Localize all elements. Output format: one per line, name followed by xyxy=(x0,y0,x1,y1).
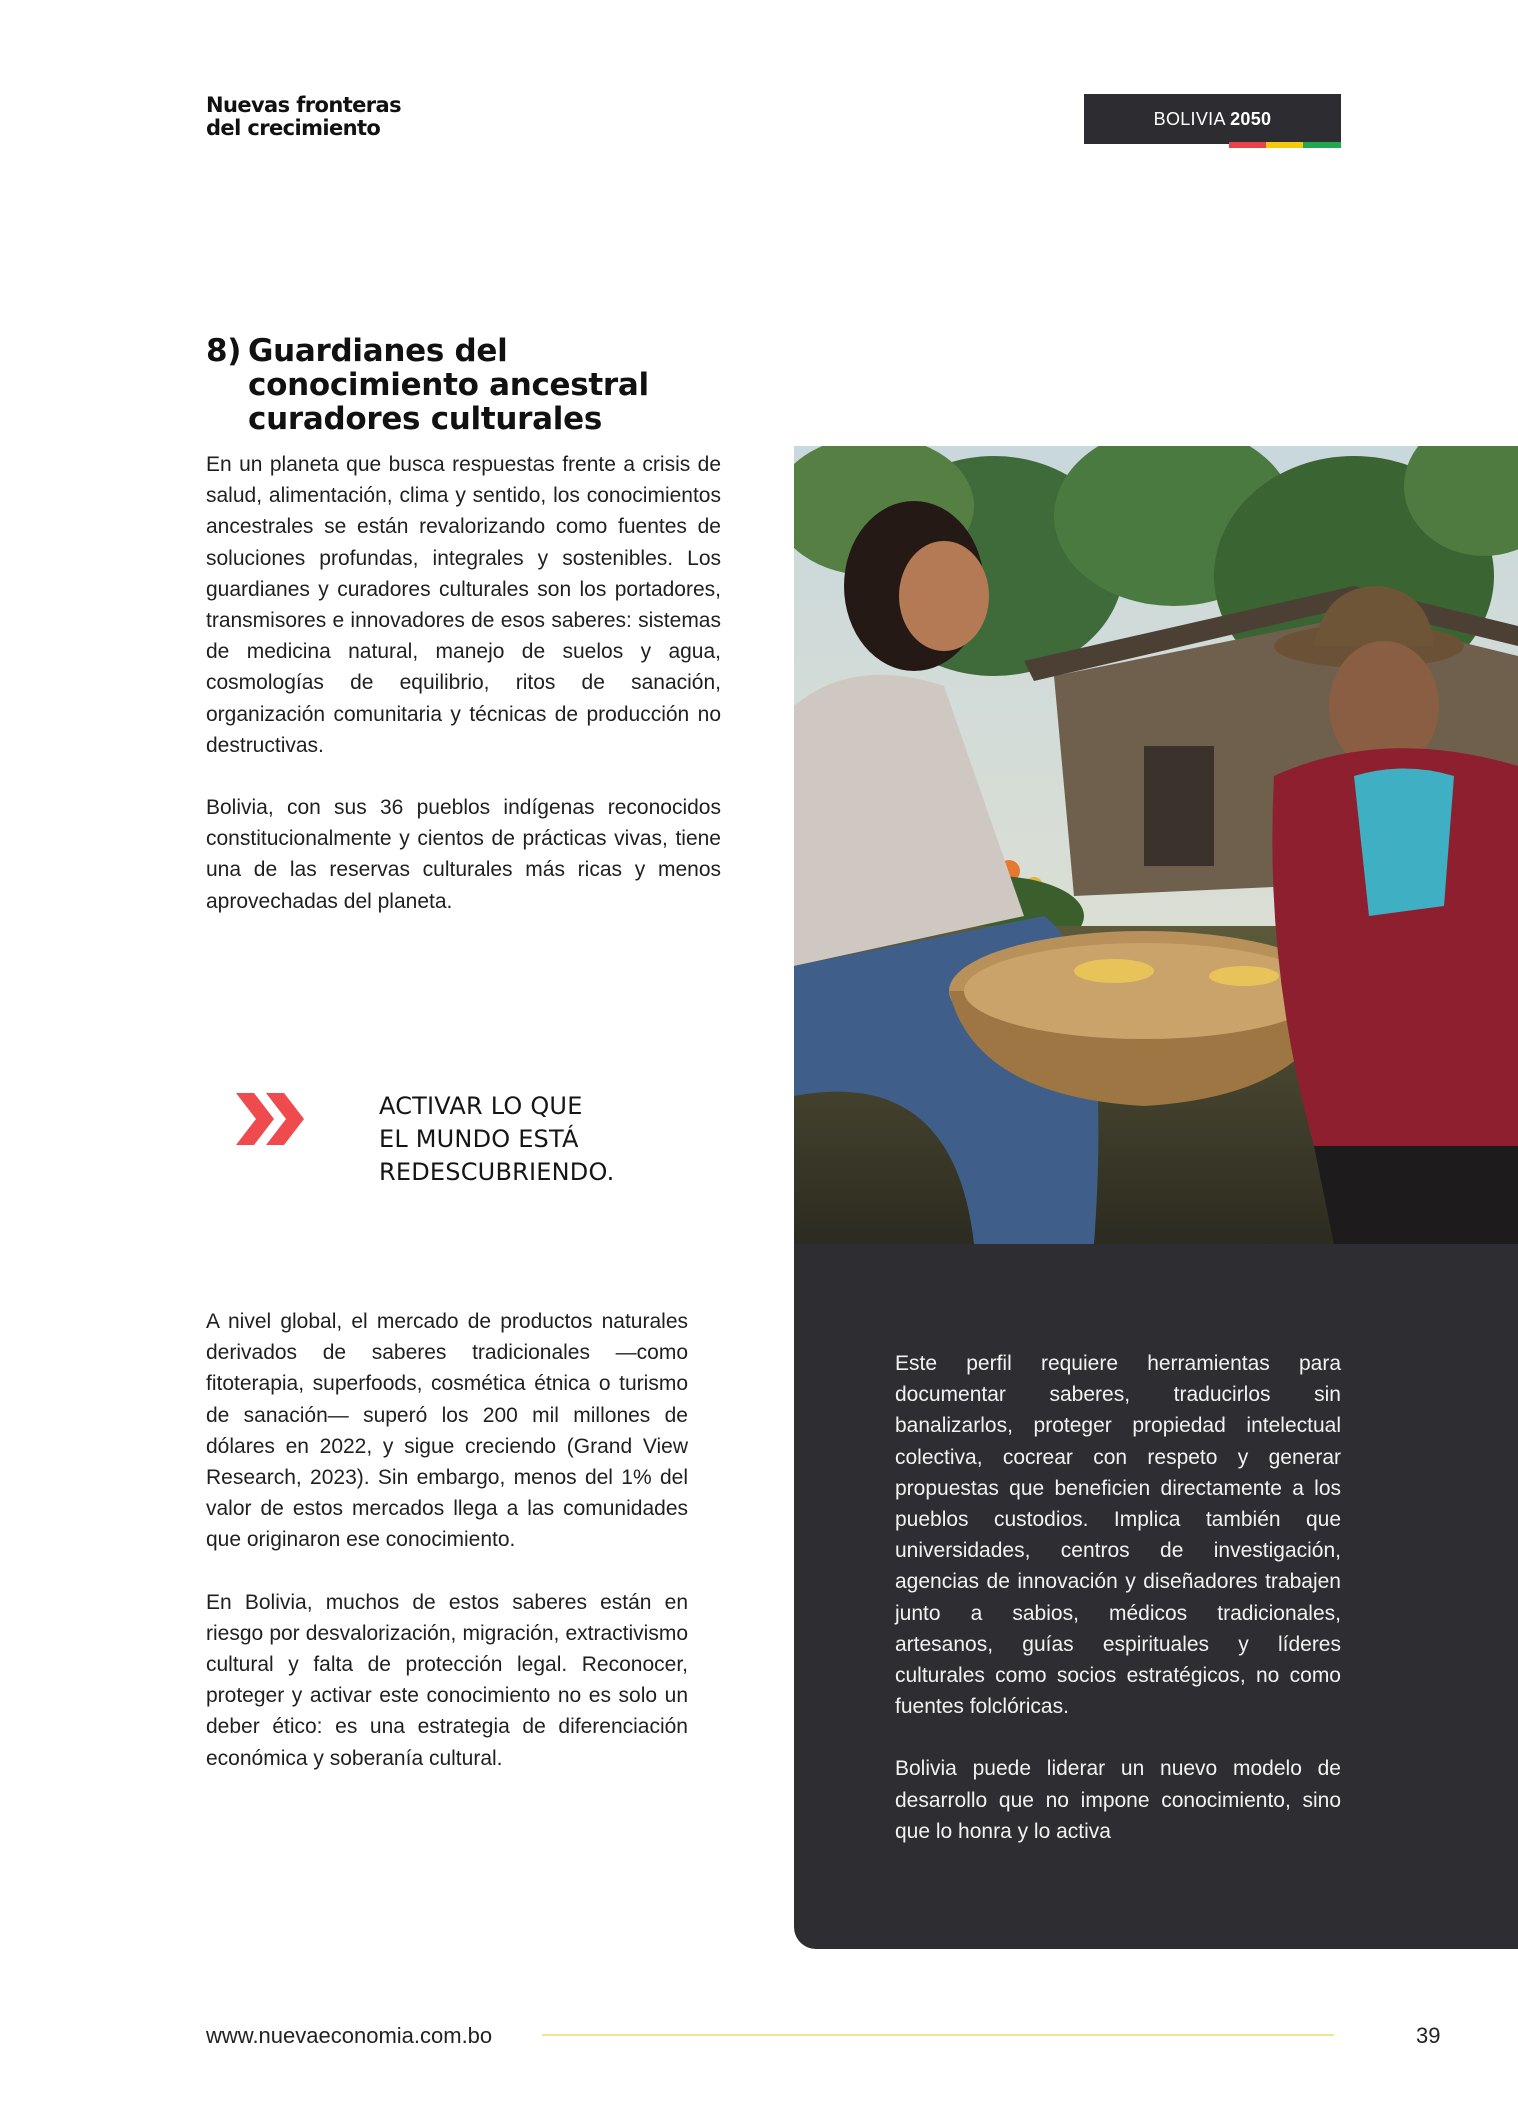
panel-paragraph: Bolivia puede liderar un nuevo modelo de desarrollo que no impone conocimiento, sino que lo honra y lo activa xyxy=(895,1757,1341,1843)
paragraph: En un planeta que busca respuestas frente a crisis de salud, alimentación, clima y sentido, los conocimientos ancestrales se están revalorizando como fuentes de soluciones profundas, integrales y sostenibles. Los guardianes y curadores culturales son los portadores, transmisores e innovadores de esos saberes: sistemas de medicina natural, manejo de suelos y agua, cosmologías de equilibrio, ritos de sanación, organización comunitaria y técnicas de producción no destructivas. xyxy=(206,453,721,757)
section-number: 8) xyxy=(206,333,242,369)
panel-paragraph: Este perfil requiere herramientas para documentar saberes, traducirlos sin banalizarlos, proteger propiedad intelectual colectiva, cocrear con respeto y generar propuestas que beneficien directamente a los pueblos custodios. Implica también que universidades, centros de investigación, agencias de innovación y diseñadores trabajen junto a sabios, médicos tradicionales, artesanos, guías espirituales y líderes culturales como socios estratégicos, no como fuentes folclóricas. xyxy=(895,1352,1341,1719)
flag-stripe-red xyxy=(1229,142,1266,148)
paragraph: Bolivia, con sus 36 pueblos indígenas reconocidos constitucionalmente y cientos de prácticas vivas, tiene una de las reservas culturales más ricas y menos aprovechadas del planeta. xyxy=(206,796,721,913)
flag-stripe-yellow xyxy=(1266,142,1303,148)
bolivia-2050-badge xyxy=(1084,94,1341,144)
market-text xyxy=(206,1306,688,1774)
publication-title xyxy=(206,94,401,140)
badge-year: 2050 xyxy=(1230,109,1272,129)
panel-text xyxy=(895,1348,1341,1847)
section-title-line-2: conocimiento ancestral xyxy=(248,367,649,403)
footer-divider xyxy=(542,2034,1334,2036)
badge-prefix: BOLIVIA xyxy=(1153,109,1225,129)
publication-title-line-2: del crecimiento xyxy=(206,116,381,140)
paragraph: A nivel global, el mercado de productos naturales derivados de saberes tradicionales —como fitoterapia, superfoods, cosmética étnica o turismo de sanación— superó los 200 mil millones de dólares en 2022, y sigue creciendo (Grand View Research, 2023). Sin embargo, menos del 1% del valor de estos mercados llega a las comunidades que originaron ese conocimiento. xyxy=(206,1310,688,1552)
photo-elders-sorting-corn xyxy=(794,446,1518,1244)
publication-title-line-1: Nuevas fronteras xyxy=(206,93,402,117)
photo-illustration xyxy=(794,446,1518,1244)
callout-line-3: REDESCUBRIENDO. xyxy=(379,1158,615,1186)
intro-text xyxy=(206,449,721,917)
paragraph: En Bolivia, muchos de estos saberes están en riesgo por desvalorización, migración, extractivismo cultural y falta de protección legal. Reconocer, proteger y activar este conocimiento no es solo un deber ético: es una estrategia de diferenciación económica y soberanía cultural. xyxy=(206,1590,688,1770)
section-title-line-3: curadores culturales xyxy=(248,401,602,437)
section-title-line-1: Guardianes del xyxy=(248,333,508,369)
double-chevron-icon xyxy=(236,1093,306,1145)
flag-stripe-green xyxy=(1303,142,1341,148)
callout-line-2: EL MUNDO ESTÁ xyxy=(379,1125,579,1153)
footer-website-url: www.nuevaeconomia.com.bo xyxy=(206,2023,493,2048)
callout-line-1: ACTIVAR LO QUE xyxy=(379,1092,583,1120)
page-number: 39 xyxy=(1416,2023,1441,2048)
callout-quote xyxy=(379,1090,614,1189)
